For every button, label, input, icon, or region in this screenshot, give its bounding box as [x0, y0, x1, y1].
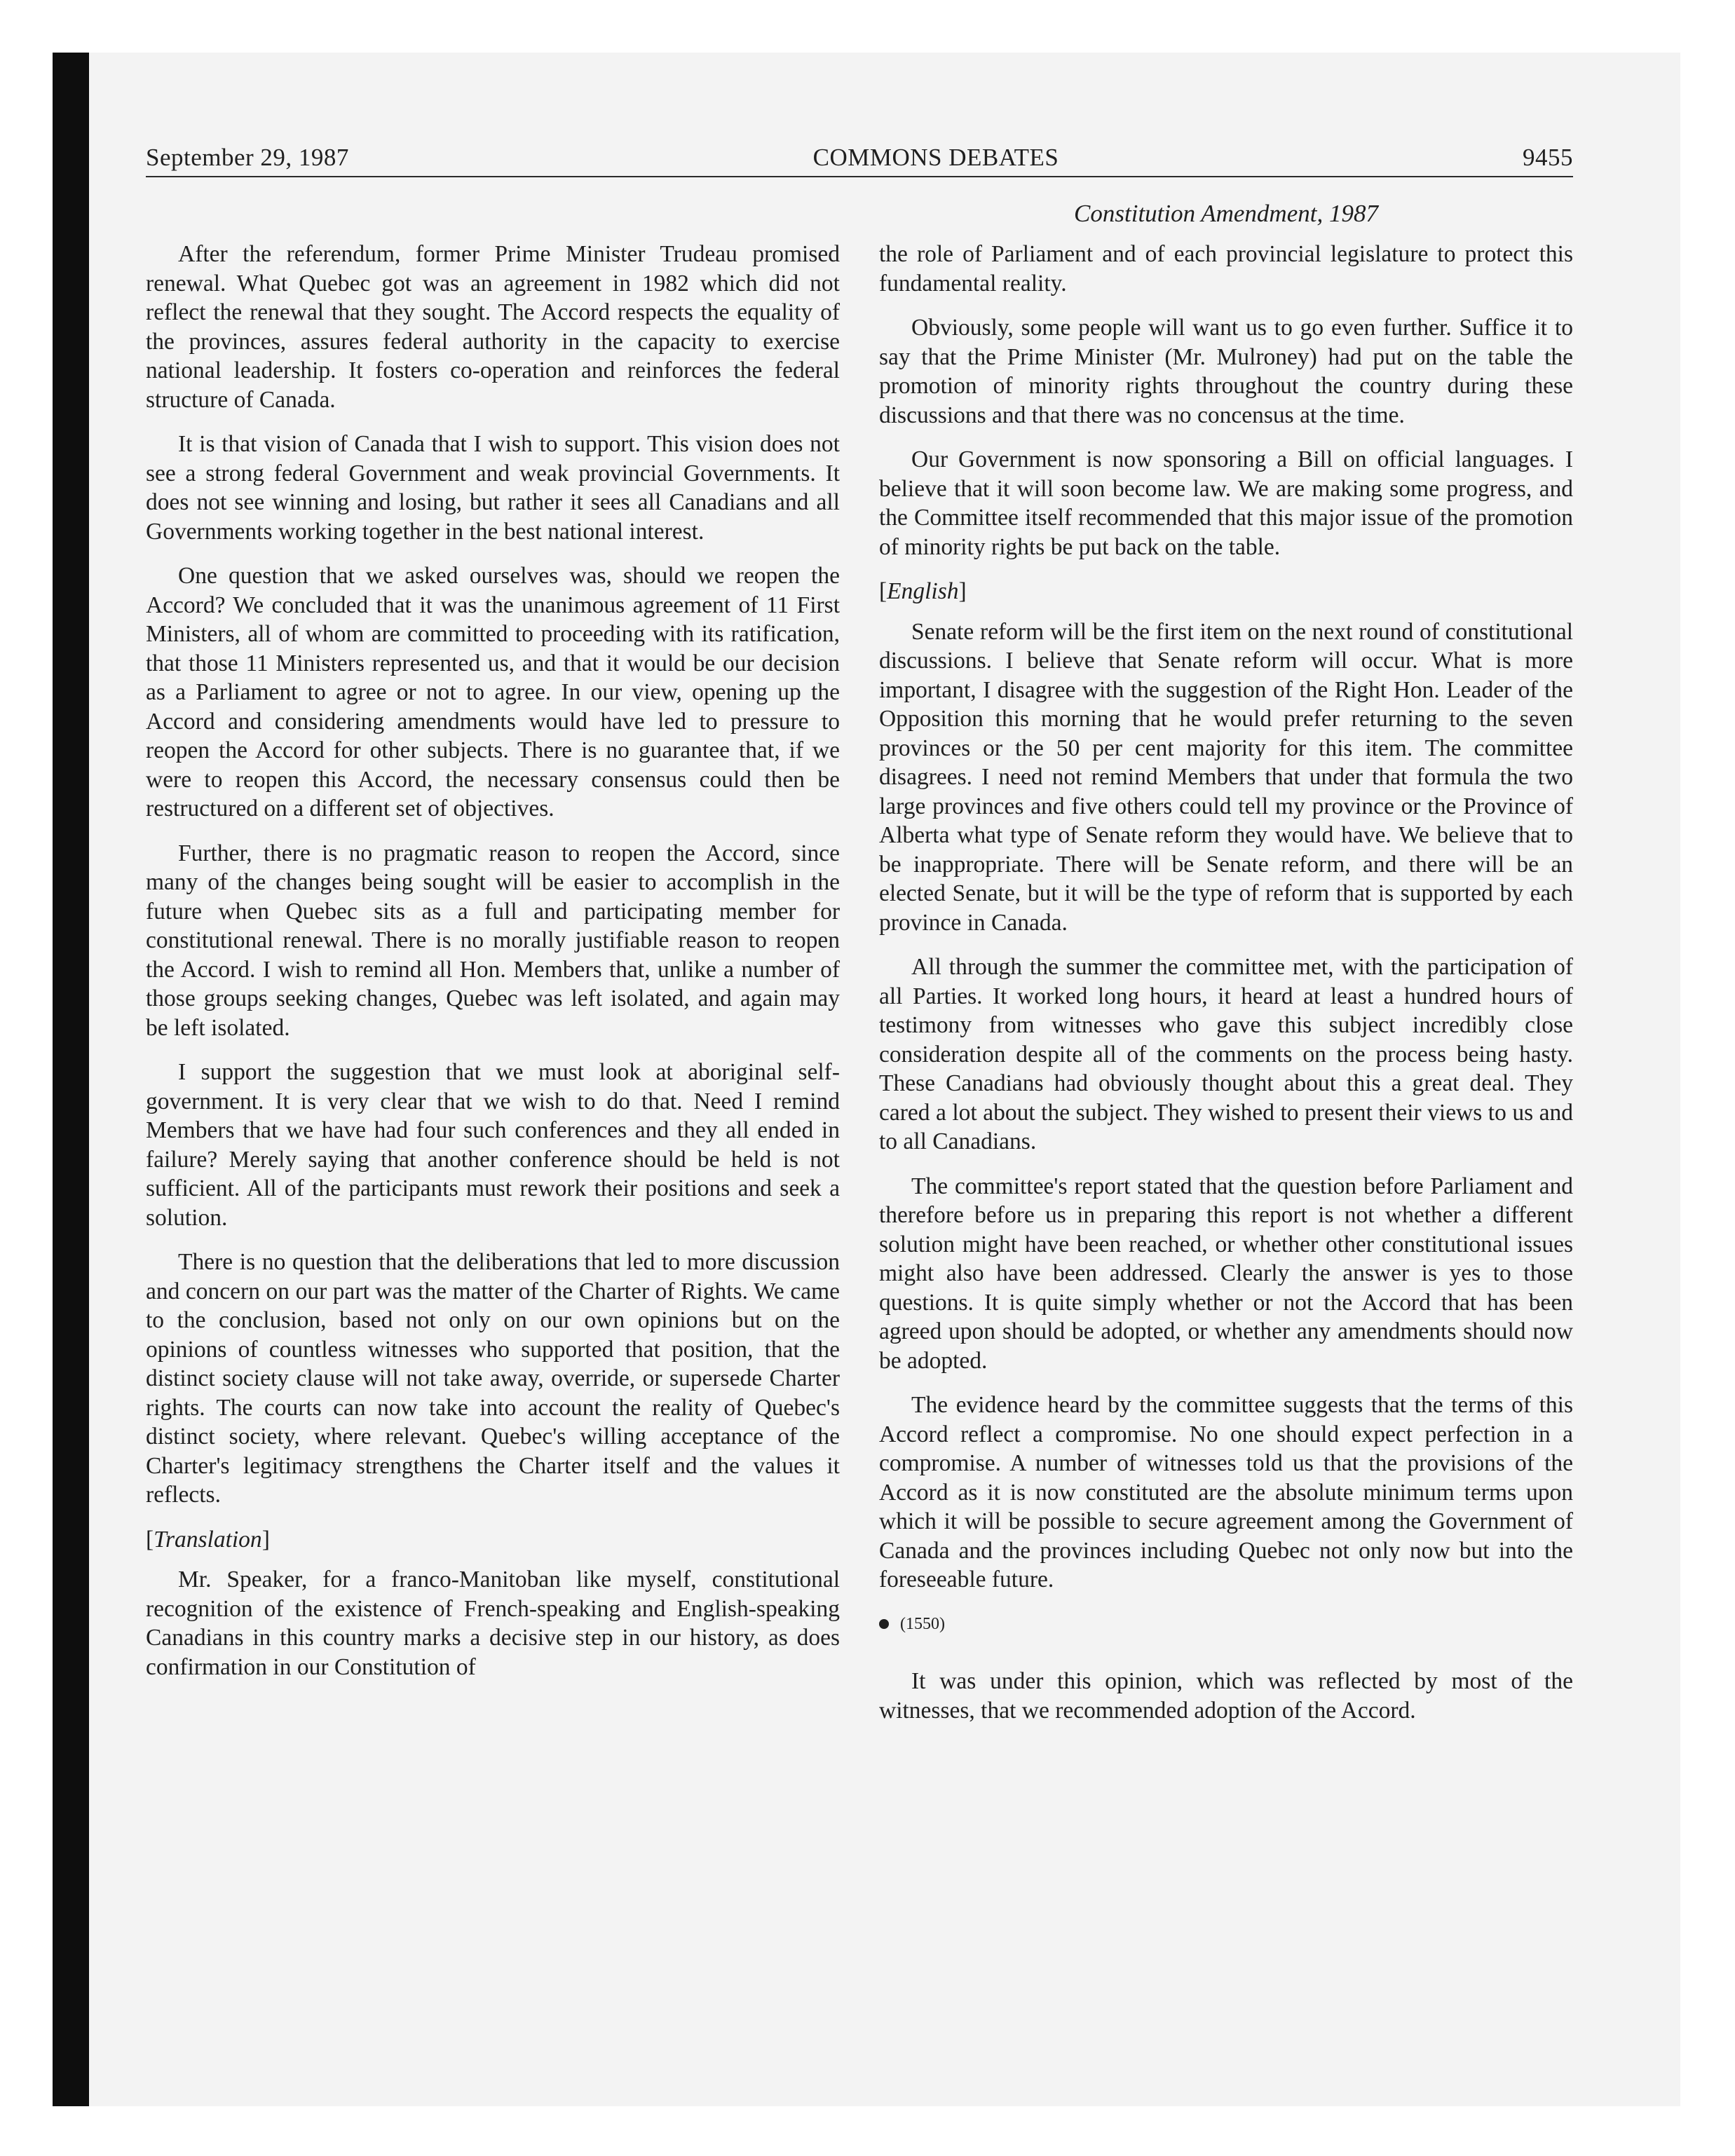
paragraph: I support the suggestion that we must look at aboriginal self-government. It is very clear that we wish to do that. Need I remind Members that we have had four such conferences and they all ended in failure? Merely saying that another conference should be held is not sufficient. All of the participants must rework their positions and seek a solution.	[146, 1059, 840, 1231]
translation-label: Translation	[154, 1526, 262, 1553]
paragraph: The evidence heard by the committee suggests that the terms of this Accord reflect a compromise. No one should expect perfection in a compromise. A number of witnesses told us that the provisions of the Accord as it is now constituted are the absolute minimum terms upon which it will be possible to secure agreement among the Government of Canada and the provinces including Quebec not only now but into the foreseeable future.	[879, 1392, 1573, 1592]
running-header	[146, 144, 1573, 177]
paragraph: It was under this opinion, which was reflected by most of the witnesses, that we recommended adoption of the Accord.	[879, 1668, 1573, 1724]
language-marker-english: [English]	[879, 578, 967, 604]
header-date: September 29, 1987	[146, 144, 349, 171]
paragraph: The committee's report stated that the question before Parliament and therefore before us in preparing this report is not whether a different solution might have been reached, or whether other constitutional issues might also have been addressed. Clearly the answer is yes to those questions. It is quite simply whether or not the Accord that has been agreed upon should be adopted, or whether any amendments should now be adopted.	[879, 1173, 1573, 1374]
english-label: English	[887, 578, 959, 604]
paragraph-continued: the role of Parliament and of each provincial legislature to protect this fundamental reality.	[879, 241, 1573, 296]
language-marker-translation: [Translation]	[146, 1526, 270, 1553]
section-title: Constitution Amendment, 1987	[1074, 200, 1378, 227]
time-marker	[879, 1610, 1573, 1639]
paragraph: Obviously, some people will want us to go even further. Suffice it to say that the Prime Minister (Mr. Mulroney) had put on the table the promotion of minority rights throughout the country during these discussions and that there was no concensus at the time.	[879, 315, 1573, 428]
paragraph: Our Government is now sponsoring a Bill on official languages. I believe that it will soon become law. We are making some progress, and the Committee itself recommended that this major issue of the promotion of minority rights be put back on the table.	[879, 446, 1573, 560]
header-publication: COMMONS DEBATES	[812, 144, 1059, 171]
timestamp-text: (1550)	[900, 1614, 945, 1633]
header-page-number: 9455	[1523, 144, 1573, 171]
paragraph: Senate reform will be the first item on the next round of constitutional discussions. I believe that Senate reform will occur. What is more important, I disagree with the suggestion of the Right Hon. Leader of the Opposition this morning that he would prefer returning to the seven provinces or the 50 per cent majority for this item. The committee disagrees. I need not remind Members that under that formula the two large provinces and five others could tell my province or the Province of Alberta what type of Senate reform they would have. We believe that to be inappropriate. There will be Senate reform, and there will be an elected Senate, but it will be the type of reform that is supported by each province in Canada.	[879, 618, 1573, 936]
paragraph: After the referendum, former Prime Minister Trudeau promised renewal. What Quebec got was an agreement in 1982 which did not reflect the renewal that they sought. The Accord respects the equality of the provinces, assures federal authority in the capacity to exercise national leadership. It fosters co-operation and reinforces the federal structure of Canada.	[146, 241, 840, 413]
right-column	[879, 240, 1573, 1740]
paragraph: Further, there is no pragmatic reason to reopen the Accord, since many of the changes being sought will be easier to accomplish in the future when Quebec sits as a full and participating member for constitutional renewal. There is no morally justifiable reason to reopen the Accord. I wish to remind all Hon. Members that, unlike a number of those groups seeking changes, Quebec was left isolated, and again may be left isolated.	[146, 840, 840, 1041]
paragraph: There is no question that the deliberations that led to more discussion and concern on our part was the matter of the Charter of Rights. We came to the conclusion, based not only on our own opinions but on the opinions of countless witnesses who supported that position, that the distinct society clause will not take away, override, or supersede Charter rights. The courts can now take into account the reality of Quebec's distinct society, where relevant. Quebec's willing acceptance of the Charter's legitimacy strengthens the Charter itself and the values it reflects.	[146, 1249, 840, 1508]
paragraph: One question that we asked ourselves was, should we reopen the Accord? We concluded that it was the unanimous agreement of 11 First Ministers, all of whom are committed to proceeding with its ratification, that those 11 Ministers represented us, and that it would be our decision as a Parliament to agree or not to agree. In our view, opening up the Accord and considering amendments would have led to pressure to reopen the Accord for other subjects. There is no guarantee that, if we were to reopen this Accord, the necessary consensus could then be restructured on a different set of objectives.	[146, 563, 840, 821]
paragraph: All through the summer the committee met, with the participation of all Parties. It worked long hours, it heard at least a hundred hours of testimony from witnesses who gave this subject incredibly close consideration despite all of the comments on the process being hasty. These Canadians had obviously thought about this a great deal. They cared a lot about the subject. They wished to present their views to us and to all Canadians.	[879, 954, 1573, 1154]
paragraph: Mr. Speaker, for a franco-Manitoban like myself, constitutional recognition of the existence of French-speaking and English-speaking Canadians in this country marks a decisive step in our history, as does confirmation in our Constitution of	[146, 1567, 840, 1680]
left-column	[146, 240, 840, 1697]
scan-edge-shadow	[53, 53, 89, 2106]
paragraph: It is that vision of Canada that I wish to support. This vision does not see a strong federal Government and weak provincial Governments. It does not see winning and losing, but rather it sees all Canadians and all Governments working together in the best national interest.	[146, 431, 840, 545]
bullet-icon	[879, 1619, 889, 1629]
